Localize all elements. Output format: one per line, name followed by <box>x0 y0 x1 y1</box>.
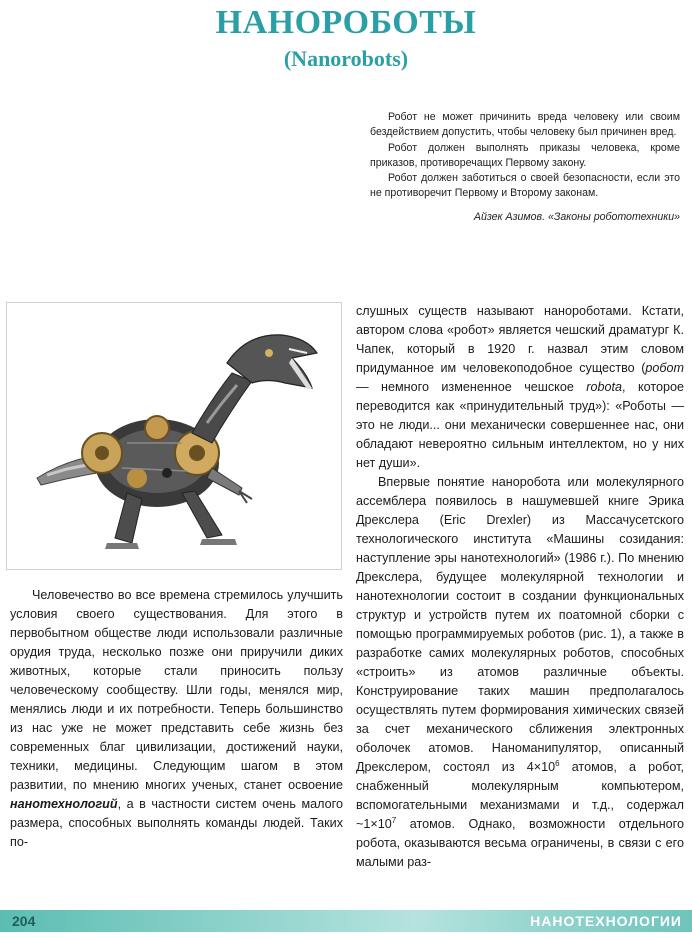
left-text-b: , а в частности систем очень малого размера, способных выполнять команды людей. Таких по- <box>10 797 343 849</box>
right-column <box>356 302 684 872</box>
page-subtitle: (Nanorobots) <box>283 46 409 71</box>
term-robot: робот <box>645 361 684 375</box>
section-title: НАНОТЕХНОЛОГИИ <box>530 913 682 929</box>
right-p1-b: — немного измененное чешское <box>356 380 587 394</box>
right-p2-c: атомов. Однако, возможности отдельного робота, оказываются весьма ограничены, в связи с его малыми раз- <box>356 817 684 869</box>
robot-dinosaur-image <box>6 302 342 570</box>
footer-bar <box>0 910 692 932</box>
emphasis-nanotech: нанотехнологий <box>10 797 118 811</box>
robot-dinosaur-illustration <box>7 303 342 570</box>
epigraph-line-1: Робот не может причинить вреда человеку или своим бездействием допустить, чтобы человеку был причинен вред. <box>370 111 680 139</box>
right-p1-a: слушных существ называют нанороботами. Кстати, автором слова «робот» является чешский драматург К. Чапек, который в 1920 г. назвал этим словом придуманное им человекоподобное существо ( <box>356 304 684 375</box>
epigraph-author: Айзек Азимов. «Законы робототехники» <box>473 210 680 223</box>
right-p2-b: атомов, а робот, снабженный молекулярным компьютером, вспомогательными механизмами и т.д., содержал ~1×10 <box>356 760 685 831</box>
left-text-a: Человечество во все времена стремилось улучшить условия своего существования. Для этого в первобытном обществе люди использовали различные орудия труда, несколько позже они приручили диких животных, которые стали приносить пользу человеческому сообществу. Шли годы, менялся мир, менялись люди и их потребности. Теперь большинство из нас уже не может представить себе жизнь без современных благ цивилизации, достижений науки, техники, медицины. Следующим шагом в этом развитии, по мнению многих ученых, станет освоение <box>10 588 343 792</box>
right-paragraph-1 <box>356 302 684 473</box>
page-number: 204 <box>12 913 36 929</box>
term-robota: robota <box>586 380 623 394</box>
epigraph <box>370 110 680 225</box>
left-column <box>10 586 343 852</box>
exponent-2: 7 <box>391 815 397 825</box>
right-p2-a: Впервые понятие наноробота или молекулярного ассемблера появилось в нашумевшей книге Эрика Дрекслера (Eric Drexler) из Массачусетского технологического института «Машины созидания: наступление эры нанотехнологий» (1986 г.). По мнению Дрекслера, будущее молекулярной технологии и нанотехнологии состоит в создании функциональных структур и устройств путем их поатомной сборки с помощью программируемых роботов (рис. 1), а также в разработке самих молекулярных роботов, способных «строить» из атомов различные объекты. Конструирование таких машин предполагалось осуществлять путем формирования химических связей за счет механического сближения электронных оболочек атомов. Наноманипулятор, описанный Дрекслером, состоял из 4×10 <box>356 475 684 774</box>
page-title: НАНОРОБОТЫ <box>215 4 477 41</box>
left-paragraph <box>10 586 343 852</box>
right-p1-c: , которое переводится как «принудительный труд»): «Роботы — это не люди... они механически совершеннее нас, они обладают невероятно сильным интеллектом, но у них нет души». <box>356 380 684 470</box>
epigraph-line-3: Робот должен заботиться о своей безопасности, если это не противоречит Первому и Второму законам. <box>370 172 680 200</box>
right-paragraph-2 <box>356 473 684 872</box>
epigraph-line-2: Робот должен выполнять приказы человека, кроме приказов, противоречащих Первому закону. <box>370 141 680 169</box>
exponent-1: 6 <box>555 758 560 768</box>
